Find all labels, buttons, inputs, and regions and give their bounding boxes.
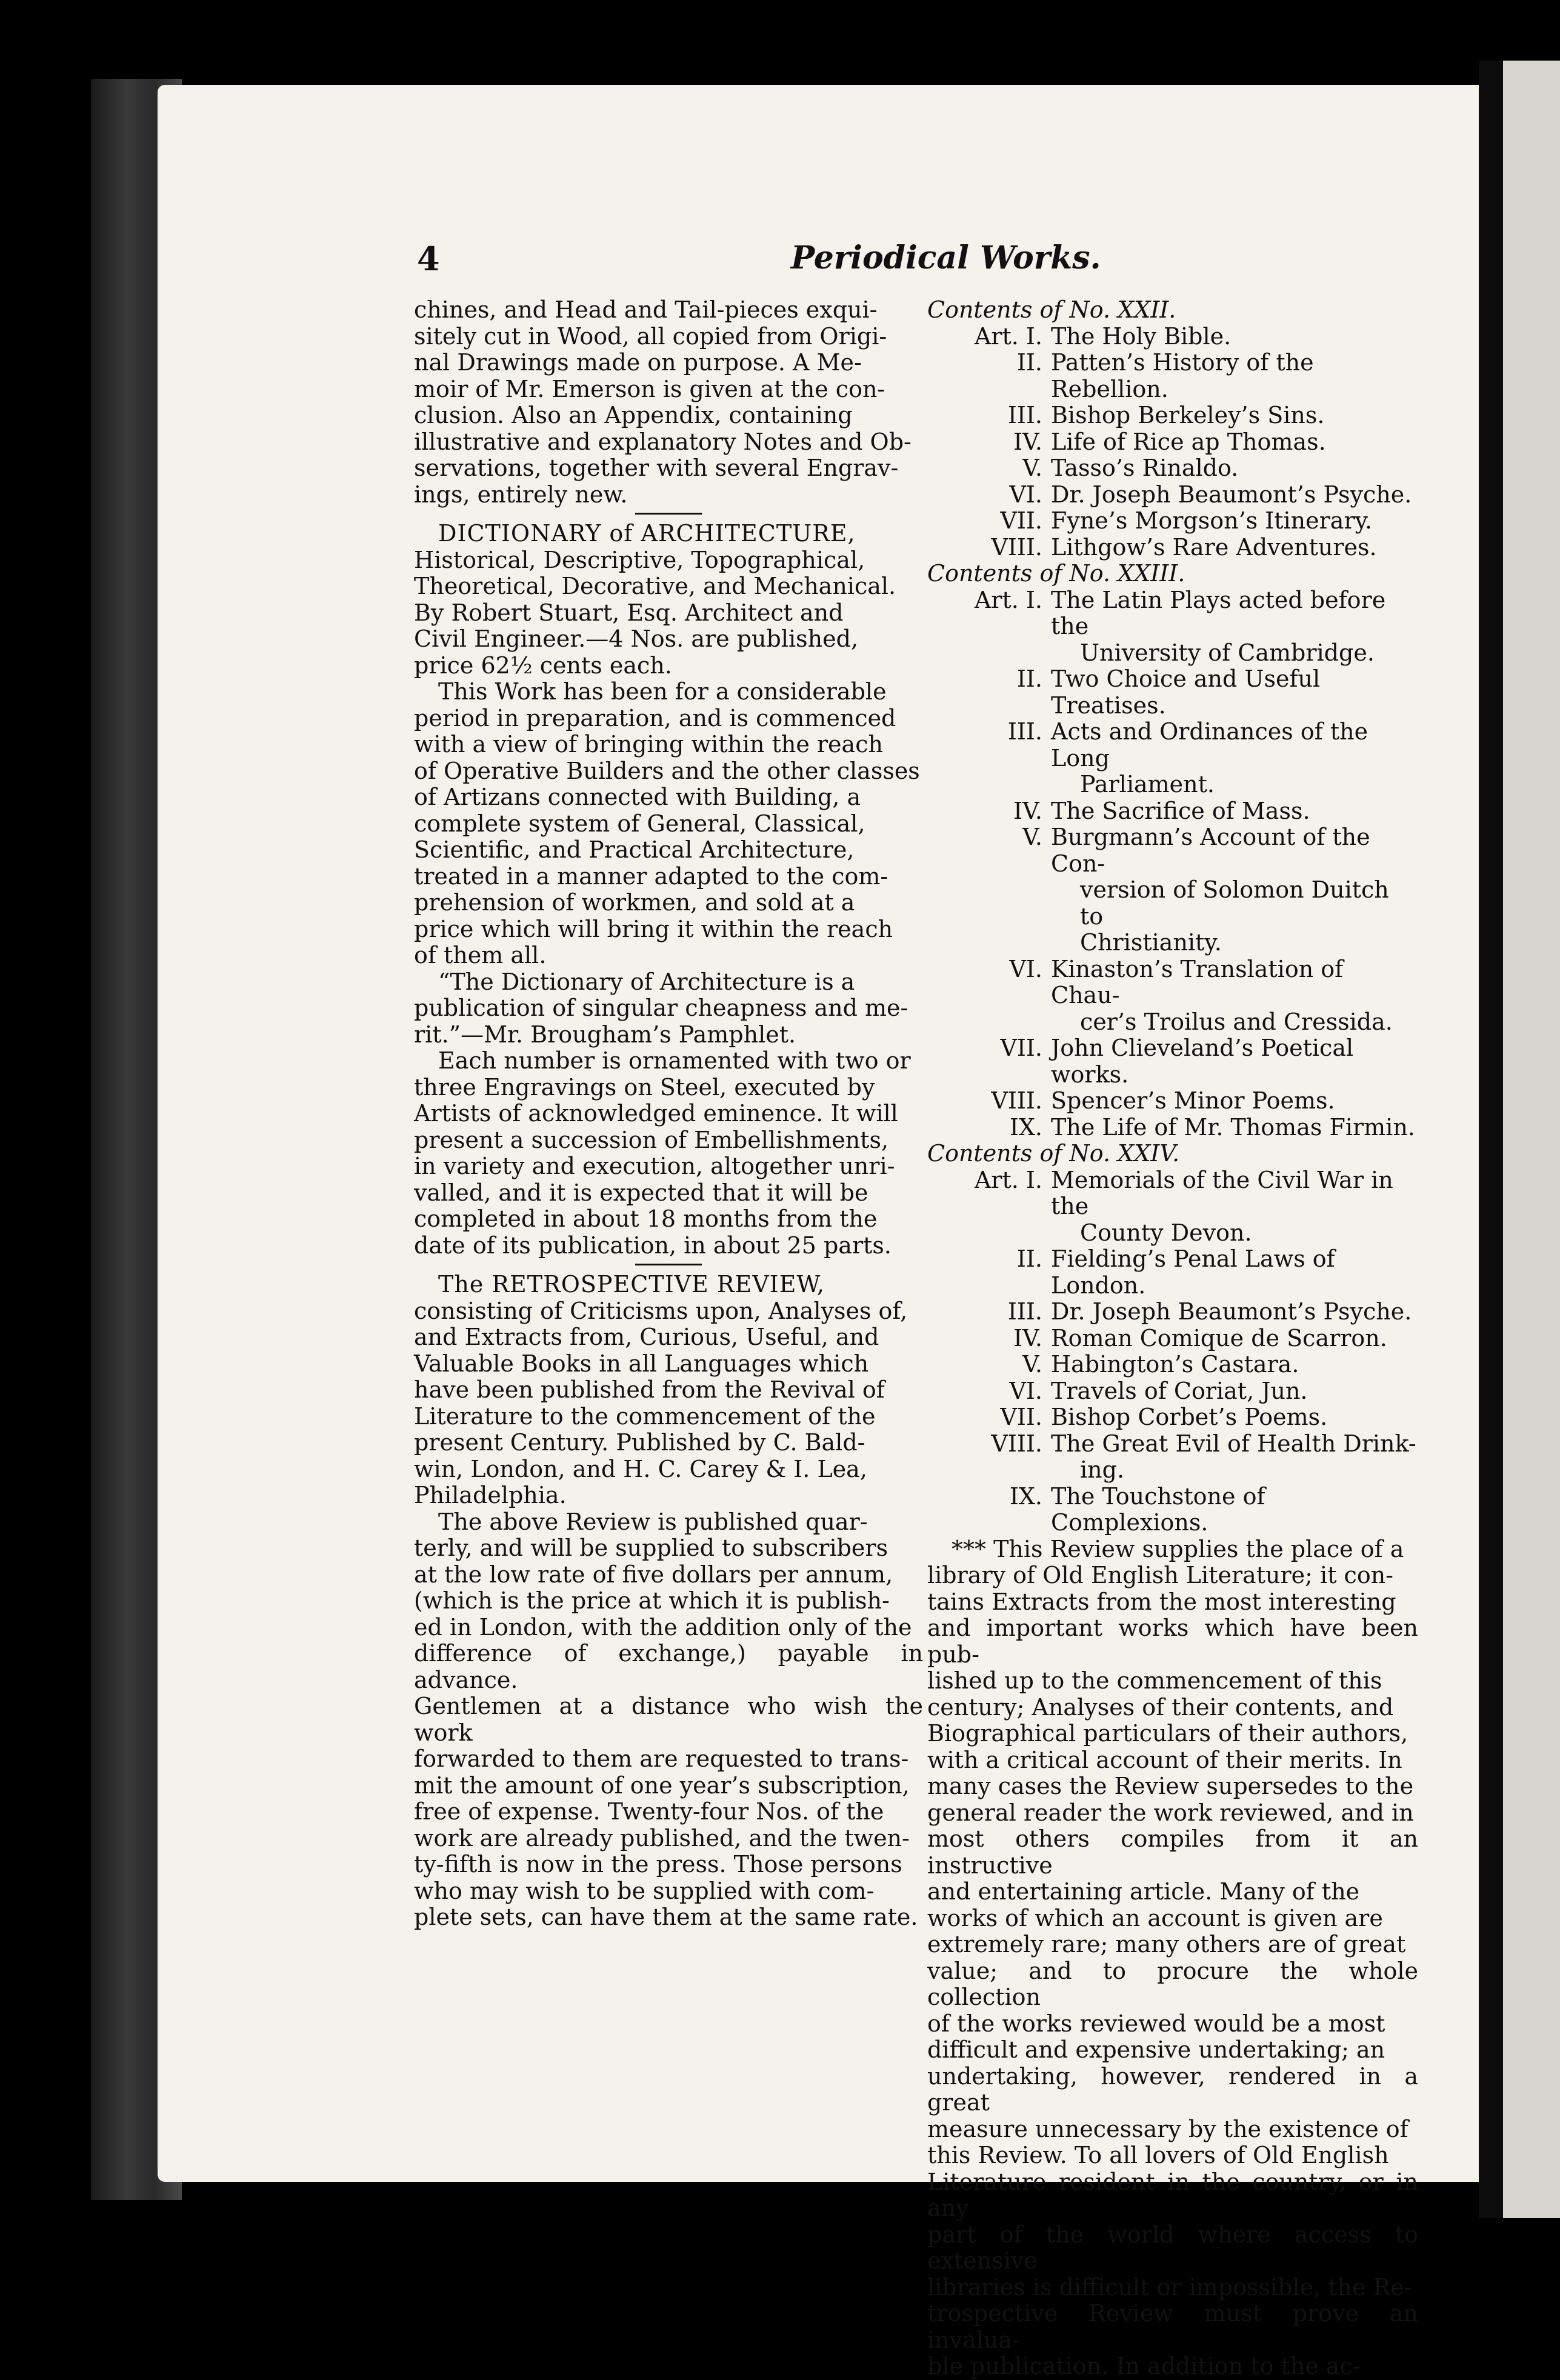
text-line: Each number is ornamented with two or xyxy=(438,1047,911,1074)
article-number xyxy=(927,1457,1051,1484)
article-number xyxy=(927,930,1051,956)
text-line: of them all. xyxy=(414,942,547,968)
retrospective-heading: The RETROSPECTIVE REVIEW, xyxy=(438,1271,825,1298)
article-title: Travels of Coriat, Jun. xyxy=(1051,1377,1308,1404)
article-number xyxy=(927,877,1051,930)
text-line: with a critical account of their merits. In xyxy=(927,1746,1402,1773)
article-number: III. xyxy=(1007,718,1042,745)
section-divider xyxy=(635,513,702,515)
contents-entry xyxy=(927,1035,1418,1088)
article-number: IX. xyxy=(1009,1482,1042,1510)
article-title: John Clieveland’s Poetical works. xyxy=(1051,1035,1354,1088)
article-number: II. xyxy=(1016,349,1042,376)
article-title: Lithgow’s Rare Adventures. xyxy=(1051,533,1377,561)
text-line: general reader the work reviewed, and in xyxy=(927,1799,1414,1826)
text-line: price 62½ cents each. xyxy=(414,652,672,679)
text-line: of Operative Builders and the other classes xyxy=(414,757,920,784)
article-number: VI. xyxy=(1009,481,1042,508)
facing-page-edge xyxy=(1503,61,1560,2218)
article-number: IV. xyxy=(1013,797,1042,824)
retrospective-description xyxy=(414,1298,923,1509)
text-line: lished up to the commencement of this xyxy=(927,1667,1382,1694)
contents-entry xyxy=(927,455,1418,482)
text-line: difficult and expensive undertaking; an xyxy=(927,2036,1385,2063)
text-line: of Artizans connected with Building, a xyxy=(414,784,861,810)
article-number: V. xyxy=(1022,1351,1042,1378)
article-title: Dr. Joseph Beaumont’s Psyche. xyxy=(1051,481,1412,508)
article-title: The Sacrifice of Mass. xyxy=(1051,797,1310,824)
contents-entry xyxy=(927,350,1418,402)
contents-entry xyxy=(927,1404,1418,1431)
article-title: Patten’s History of the Rebellion. xyxy=(1051,349,1314,402)
text-line: extremely rare; many others are of great xyxy=(927,1931,1406,1958)
article-number: VII. xyxy=(1000,1035,1042,1061)
contents-title-xxii: Contents of No. XXII. xyxy=(927,296,1176,323)
article-number xyxy=(927,640,1051,667)
text-line: many cases the Review supersedes to the xyxy=(927,1773,1414,1799)
text-line: clusion. Also an Appendix, containing xyxy=(414,402,853,428)
text-line: trospective Review must prove an invalua- xyxy=(927,2300,1418,2353)
text-line: treated in a manner adapted to the com- xyxy=(414,862,888,890)
article-number: VI. xyxy=(1009,955,1042,982)
contents-entry xyxy=(927,1115,1418,1141)
text-line: Civil Engineer.—4 Nos. are published, xyxy=(414,625,859,652)
text-line: with a view of bringing within the reach xyxy=(414,731,883,758)
article-title: Habington’s Castara. xyxy=(1051,1351,1299,1378)
article-number: V. xyxy=(1022,455,1042,481)
contents-entry xyxy=(927,1167,1418,1247)
text-line: chines, and Head and Tail-pieces exqui- xyxy=(414,296,878,323)
text-line: ed in London, with the addition only of the xyxy=(414,1613,912,1641)
article-number: Art. I. xyxy=(974,322,1042,350)
text-line: period in preparation, and is commenced xyxy=(414,704,896,732)
contents-entry xyxy=(927,1325,1418,1352)
text-line: price which will bring it within the reach xyxy=(414,915,893,942)
contents-entry xyxy=(927,508,1418,535)
text-line: Literature to the commencement of the xyxy=(414,1402,876,1430)
text-line: The above Review is published quar- xyxy=(438,1508,868,1535)
contents-list-xxiv xyxy=(927,1167,1418,1536)
text-line: Scientific, and Practical Architecture, xyxy=(414,836,855,863)
contents-list-xxii xyxy=(927,324,1418,561)
article-number: Art. I. xyxy=(974,1166,1042,1193)
text-line: forwarded to them are requested to trans- xyxy=(414,1745,909,1772)
article-number: III. xyxy=(1007,1298,1042,1325)
text-line: undertaking, however, rendered in a great xyxy=(927,2062,1418,2116)
dictionary-quote xyxy=(414,969,923,1048)
text-line: illustrative and explanatory Notes and Ob- xyxy=(414,428,912,455)
text-line: present a succession of Embellishments, xyxy=(414,1126,889,1153)
article-title: The Holy Bible. xyxy=(1051,322,1232,350)
article-number: VIII. xyxy=(991,533,1042,561)
article-title: cer’s Troilus and Cressida. xyxy=(1080,1008,1393,1035)
contents-entry xyxy=(927,587,1418,667)
text-line: century; Analyses of their contents, and xyxy=(927,1693,1394,1721)
text-line: sitely cut in Wood, all copied from Origi- xyxy=(414,322,887,350)
contents-entry xyxy=(927,1088,1418,1115)
text-line: date of its publication, in about 25 parts. xyxy=(414,1232,892,1259)
text-line: library of Old English Literature; it con- xyxy=(927,1562,1394,1588)
contents-title-xxiv: Contents of No. XXIV. xyxy=(927,1140,1180,1167)
article-title: Acts and Ordinances of the Long xyxy=(1051,718,1368,772)
article-number: VII. xyxy=(1000,507,1042,534)
contents-list-xxiii xyxy=(927,587,1418,1141)
right-column xyxy=(927,297,1418,2380)
review-note xyxy=(927,1536,1418,2380)
article-title: Tasso’s Rinaldo. xyxy=(1051,455,1239,481)
text-line: three Engravings on Steel, executed by xyxy=(414,1073,875,1101)
text-line: completed in about 18 months from the xyxy=(414,1205,878,1232)
article-title: Fielding’s Penal Laws of London. xyxy=(1051,1245,1335,1299)
contents-entry xyxy=(927,429,1418,456)
article-title: The Latin Plays acted before the xyxy=(1051,586,1386,639)
text-line: Historical, Descriptive, Topographical, xyxy=(414,546,865,573)
text-line: part of the world where access to extensive xyxy=(927,2221,1418,2274)
article-number: IV. xyxy=(1013,428,1042,455)
text-line: have been published from the Revival of xyxy=(414,1376,885,1403)
contents-entry xyxy=(927,719,1418,798)
article-number: V. xyxy=(1022,824,1042,850)
intro-paragraph xyxy=(414,297,923,508)
section-divider xyxy=(635,1264,702,1265)
text-line: Artists of acknowledged eminence. It will xyxy=(414,1100,898,1127)
text-line: complete system of General, Classical, xyxy=(414,810,865,837)
text-line: plete sets, can have them at the same rate. xyxy=(414,1904,918,1930)
article-number xyxy=(927,772,1051,798)
text-line: Gentlemen at a distance who wish the work xyxy=(414,1693,923,1746)
text-line: “The Dictionary of Architecture is a xyxy=(438,968,855,995)
contents-entry xyxy=(927,956,1418,1036)
subscription-paragraph xyxy=(414,1509,923,1931)
article-title: Fyne’s Morgson’s Itinerary. xyxy=(1051,507,1373,534)
article-title: ing. xyxy=(1080,1456,1125,1483)
text-line: and entertaining article. Many of the xyxy=(927,1878,1360,1905)
article-title: Bishop Berkeley’s Sins. xyxy=(1051,402,1325,428)
text-line: Theoretical, Decorative, and Mechanical. xyxy=(414,573,896,599)
article-title: Christianity. xyxy=(1080,929,1222,956)
text-line: By Robert Stuart, Esq. Architect and xyxy=(414,599,844,626)
text-line: Philadelphia. xyxy=(414,1482,567,1508)
text-line: of the works reviewed would be a most xyxy=(927,2010,1385,2037)
text-line: win, London, and H. C. Carey & I. Lea, xyxy=(414,1455,867,1482)
article-number: VIII. xyxy=(991,1430,1042,1457)
text-line: works of which an account is given are xyxy=(927,1904,1383,1932)
contents-entry xyxy=(927,798,1418,825)
contents-title-xxiii: Contents of No. XXIII. xyxy=(927,560,1185,587)
article-title: Burgmann’s Account of the Con- xyxy=(1051,824,1370,877)
text-line: This Work has been for a considerable xyxy=(438,678,887,705)
article-title: Spencer’s Minor Poems. xyxy=(1051,1087,1335,1114)
running-title: Periodical Works. xyxy=(791,239,1101,276)
text-line: Valuable Books in all Languages which xyxy=(414,1350,869,1377)
text-line: libraries is difficult or impossible, the Re- xyxy=(927,2273,1412,2301)
text-line: ty-fifth is now in the press. Those persons xyxy=(414,1851,902,1878)
text-line: in variety and execution, altogether unri- xyxy=(414,1153,895,1179)
text-line: work are already published, and the twen- xyxy=(414,1824,910,1852)
dictionary-heading: DICTIONARY of ARCHITECTURE, xyxy=(438,520,856,547)
article-title: Dr. Joseph Beaumont’s Psyche. xyxy=(1051,1298,1412,1325)
article-title: Parliament. xyxy=(1080,771,1215,798)
contents-entry xyxy=(927,402,1418,429)
text-line: and Extracts from, Curious, Useful, and xyxy=(414,1324,879,1350)
text-line: consisting of Criticisms upon, Analyses of, xyxy=(414,1297,908,1324)
contents-entry xyxy=(927,1431,1418,1484)
text-line: mit the amount of one year’s subscription, xyxy=(414,1772,910,1799)
text-line: moir of Mr. Emerson is given at the con- xyxy=(414,375,885,402)
text-line: ings, entirely new. xyxy=(414,481,628,508)
contents-entry xyxy=(927,1484,1418,1536)
article-number: VII. xyxy=(1000,1404,1042,1430)
text-line: terly, and will be supplied to subscribers xyxy=(414,1535,888,1561)
article-number: IX. xyxy=(1009,1113,1042,1141)
contents-entry xyxy=(927,482,1418,508)
article-title: Kinaston’s Translation of Chau- xyxy=(1051,955,1344,1008)
text-line: who may wish to be supplied with com- xyxy=(414,1877,875,1904)
text-line: this Review. To all lovers of Old English xyxy=(927,2142,1389,2168)
text-line: tains Extracts from the most interesting xyxy=(927,1588,1396,1615)
text-line: prehension of workmen, and sold at a xyxy=(414,889,855,916)
article-title: Memorials of the Civil War in the xyxy=(1051,1166,1393,1219)
text-line: servations, together with several Engrav- xyxy=(414,455,899,481)
article-title: University of Cambridge. xyxy=(1080,639,1375,666)
text-line: and important works which have been pub- xyxy=(927,1615,1418,1668)
text-line: nal Drawings made on purpose. A Me- xyxy=(414,349,862,376)
article-number: II. xyxy=(1016,665,1042,692)
text-line: free of expense. Twenty-four Nos. of the xyxy=(414,1798,884,1825)
article-title: Roman Comique de Scarron. xyxy=(1051,1324,1387,1352)
text-line: value; and to procure the whole collection xyxy=(927,1957,1418,2010)
article-number: III. xyxy=(1007,402,1042,428)
text-line: (which is the price at which it is publish- xyxy=(414,1587,890,1614)
article-number: VIII. xyxy=(991,1087,1042,1114)
article-number xyxy=(927,1220,1051,1247)
text-line: at the low rate of five dollars per annum, xyxy=(414,1561,893,1588)
text-line: publication of singular cheapness and me- xyxy=(414,995,908,1021)
text-line: valled, and it is expected that it will be xyxy=(414,1179,868,1206)
dictionary-engravings xyxy=(414,1048,923,1259)
contents-entry xyxy=(927,535,1418,561)
article-number: II. xyxy=(1016,1245,1042,1272)
contents-entry xyxy=(927,1246,1418,1299)
page-header xyxy=(400,239,1448,282)
article-title: Bishop Corbet’s Poems. xyxy=(1051,1404,1328,1430)
text-line: Biographical particulars of their authors, xyxy=(927,1720,1408,1747)
article-number: Art. I. xyxy=(974,586,1042,613)
text-line: Literature resident in the country, or in any xyxy=(927,2168,1418,2221)
dictionary-description xyxy=(414,679,923,969)
text-line: measure unnecessary by the existence of xyxy=(927,2115,1408,2142)
left-column xyxy=(414,297,923,1931)
article-title: Life of Rice ap Thomas. xyxy=(1051,428,1326,455)
article-title: County Devon. xyxy=(1080,1219,1252,1246)
text-line: ble publication. In addition to the ac- xyxy=(927,2353,1361,2379)
contents-entry xyxy=(927,1378,1418,1405)
article-title: Two Choice and Useful Treatises. xyxy=(1051,665,1321,719)
article-title: version of Solomon Duitch to xyxy=(1080,876,1389,930)
contents-entry xyxy=(927,824,1418,956)
contents-entry xyxy=(927,666,1418,719)
article-title: The Life of Mr. Thomas Firmin. xyxy=(1051,1113,1415,1141)
text-line: most others compiles from it an instructive xyxy=(927,1825,1418,1879)
text-line: present Century. Published by C. Bald- xyxy=(414,1429,865,1456)
contents-entry xyxy=(927,1299,1418,1325)
article-title: The Touchstone of Complexions. xyxy=(1051,1482,1265,1536)
article-number: IV. xyxy=(1013,1324,1042,1352)
page-gutter xyxy=(1479,61,1503,2218)
page-number: 4 xyxy=(417,239,440,278)
contents-entry xyxy=(927,1352,1418,1378)
article-number: VI. xyxy=(1009,1377,1042,1404)
article-number xyxy=(927,1009,1051,1036)
text-line: difference of exchange,) payable in advance. xyxy=(414,1640,923,1693)
text-line: *** This Review supplies the place of a xyxy=(952,1535,1404,1562)
contents-entry xyxy=(927,324,1418,350)
article-title: The Great Evil of Health Drink- xyxy=(1051,1430,1416,1457)
text-line: rit.”—Mr. Brougham’s Pamphlet. xyxy=(414,1021,796,1048)
